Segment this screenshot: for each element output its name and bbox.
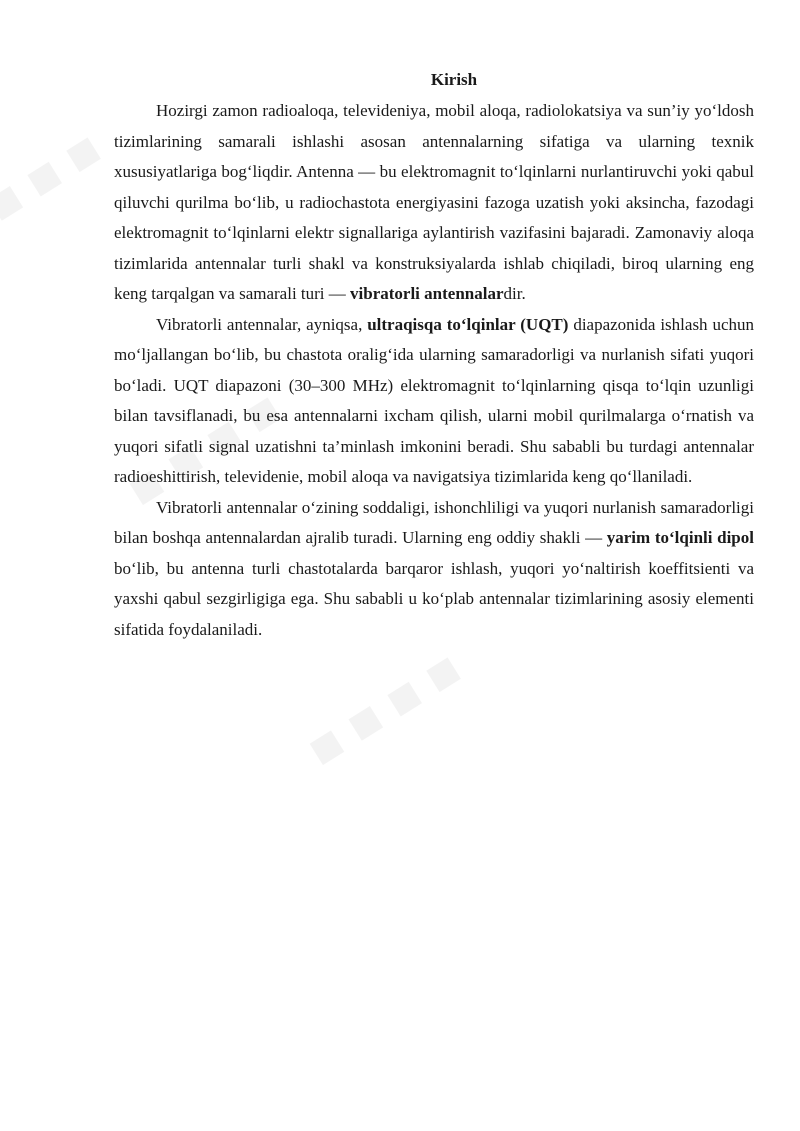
paragraph-3-lead: Vibratorli antennalar o‘zining soddaligi, ishonchliligi va yuqori nurlanish samaradorligi bilan boshqa antennalardan ajralib turadi. Ularning eng oddiy shakli — <box>114 497 754 547</box>
paragraph-2-lead: Vibratorli antennalar, ayniqsa, <box>156 314 368 334</box>
document-title: Kirish <box>430 70 478 89</box>
bold-term-yarim-tolqinli-dipol: yarim to‘lqinli dipol <box>606 528 754 547</box>
paragraph-3 <box>114 493 754 646</box>
paragraph-1-suffix: dir. <box>503 284 526 303</box>
bold-term-vibratorli-antennalar: vibratorli antennalar <box>350 284 504 303</box>
paragraph-2-text: diapazonida ishlash uchun mo‘ljallangan bo‘lib, bu chastota oralig‘ida ularning samaradorligi va nurlanish sifati yuqori bo‘ladi. UQT diapazoni (30–300 MHz) elektromagnit to‘lqinlarning qisqa to‘lqin uzunligi bilan tavsiflanadi, bu esa antennalarni ixcham qilish, ularni mobil qurilmalarga o‘rnatish va yuqori sifatli signal uzatishni ta’minlash imkonini beradi. Shu sababli bu turdagi antennalar radioeshittirish, televidenie, mobil aloqa va navigatsiya tizimlarida keng qo‘llaniladi. <box>114 314 754 486</box>
paragraph-2 <box>114 310 754 493</box>
paragraph-1 <box>114 96 754 310</box>
paragraph-3-text: bo‘lib, bu antenna turli chastotalarda barqaror ishlash, yuqori yo‘naltirish koeffitsienti va yaxshi qabul sezgirligiga ega. Shu sababli u ko‘plab antennalar tizimlarining asosiy elementi sifatida foydalaniladi. <box>114 558 754 639</box>
bold-term-uqt: ultraqisqa to‘lqinlar (UQT) <box>367 314 569 334</box>
paragraph-1-text: Hozirgi zamon radioaloqa, televideniya, mobil aloqa, radiolokatsiya va sun’iy yo‘ldosh tizimlarining samarali ishlashi asosan antennalarning sifatiga va ularning texnik xususiyatlariga bog‘liqdir. Antenna — bu elektromagnit to‘lqinlarni nurlantiruvchi yoki qabul qiluvchi qurilma bo‘lib, u radiochastota energiyasini fazoga uzatish yoki aksincha, fazodagi elektromagnit to‘lqinlarni elektr signallariga aylantirish vazifasini bajaradi. Zamonaviy aloqa tizimlarida antennalar turli shakl va konstruksiyalarda ishlab chiqiladi, biroq ularning eng keng tarqalgan va samarali turi — <box>114 101 754 303</box>
